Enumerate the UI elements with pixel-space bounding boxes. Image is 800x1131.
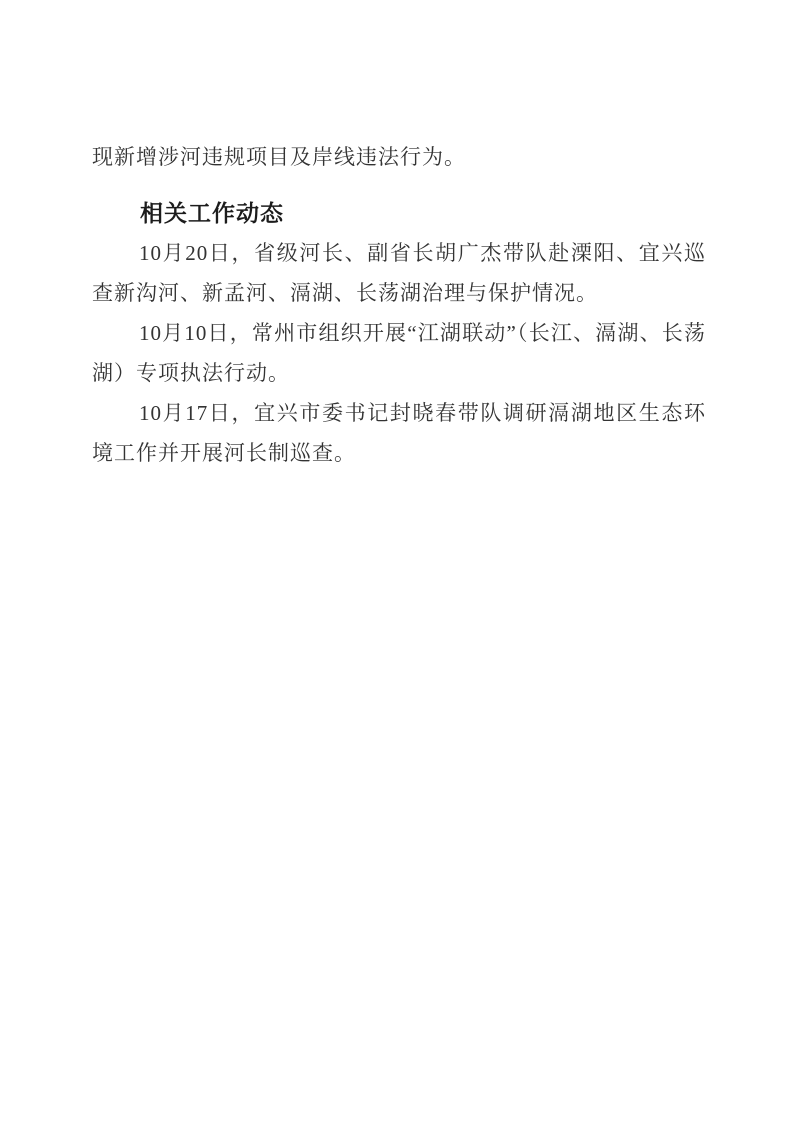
paragraph-news-item-1: 10月20日，省级河长、副省长胡广杰带队赴溧阳、宜兴巡查新沟河、新孟河、滆湖、长荡湖治理与保护情况。 <box>92 241 706 305</box>
section-heading: 相关工作动态 <box>140 200 284 226</box>
paragraph-continuation: 现新增涉河违规项目及岸线违法行为。 <box>92 145 466 169</box>
paragraph-news-item-3: 10月17日，宜兴市委书记封晓春带队调研滆湖地区生态环境工作并开展河长制巡查。 <box>92 401 706 465</box>
paragraph-news-item-2: 10月10日，常州市组织开展“江湖联动”（长江、滆湖、长荡湖）专项执法行动。 <box>92 321 706 385</box>
document-content <box>92 137 706 473</box>
